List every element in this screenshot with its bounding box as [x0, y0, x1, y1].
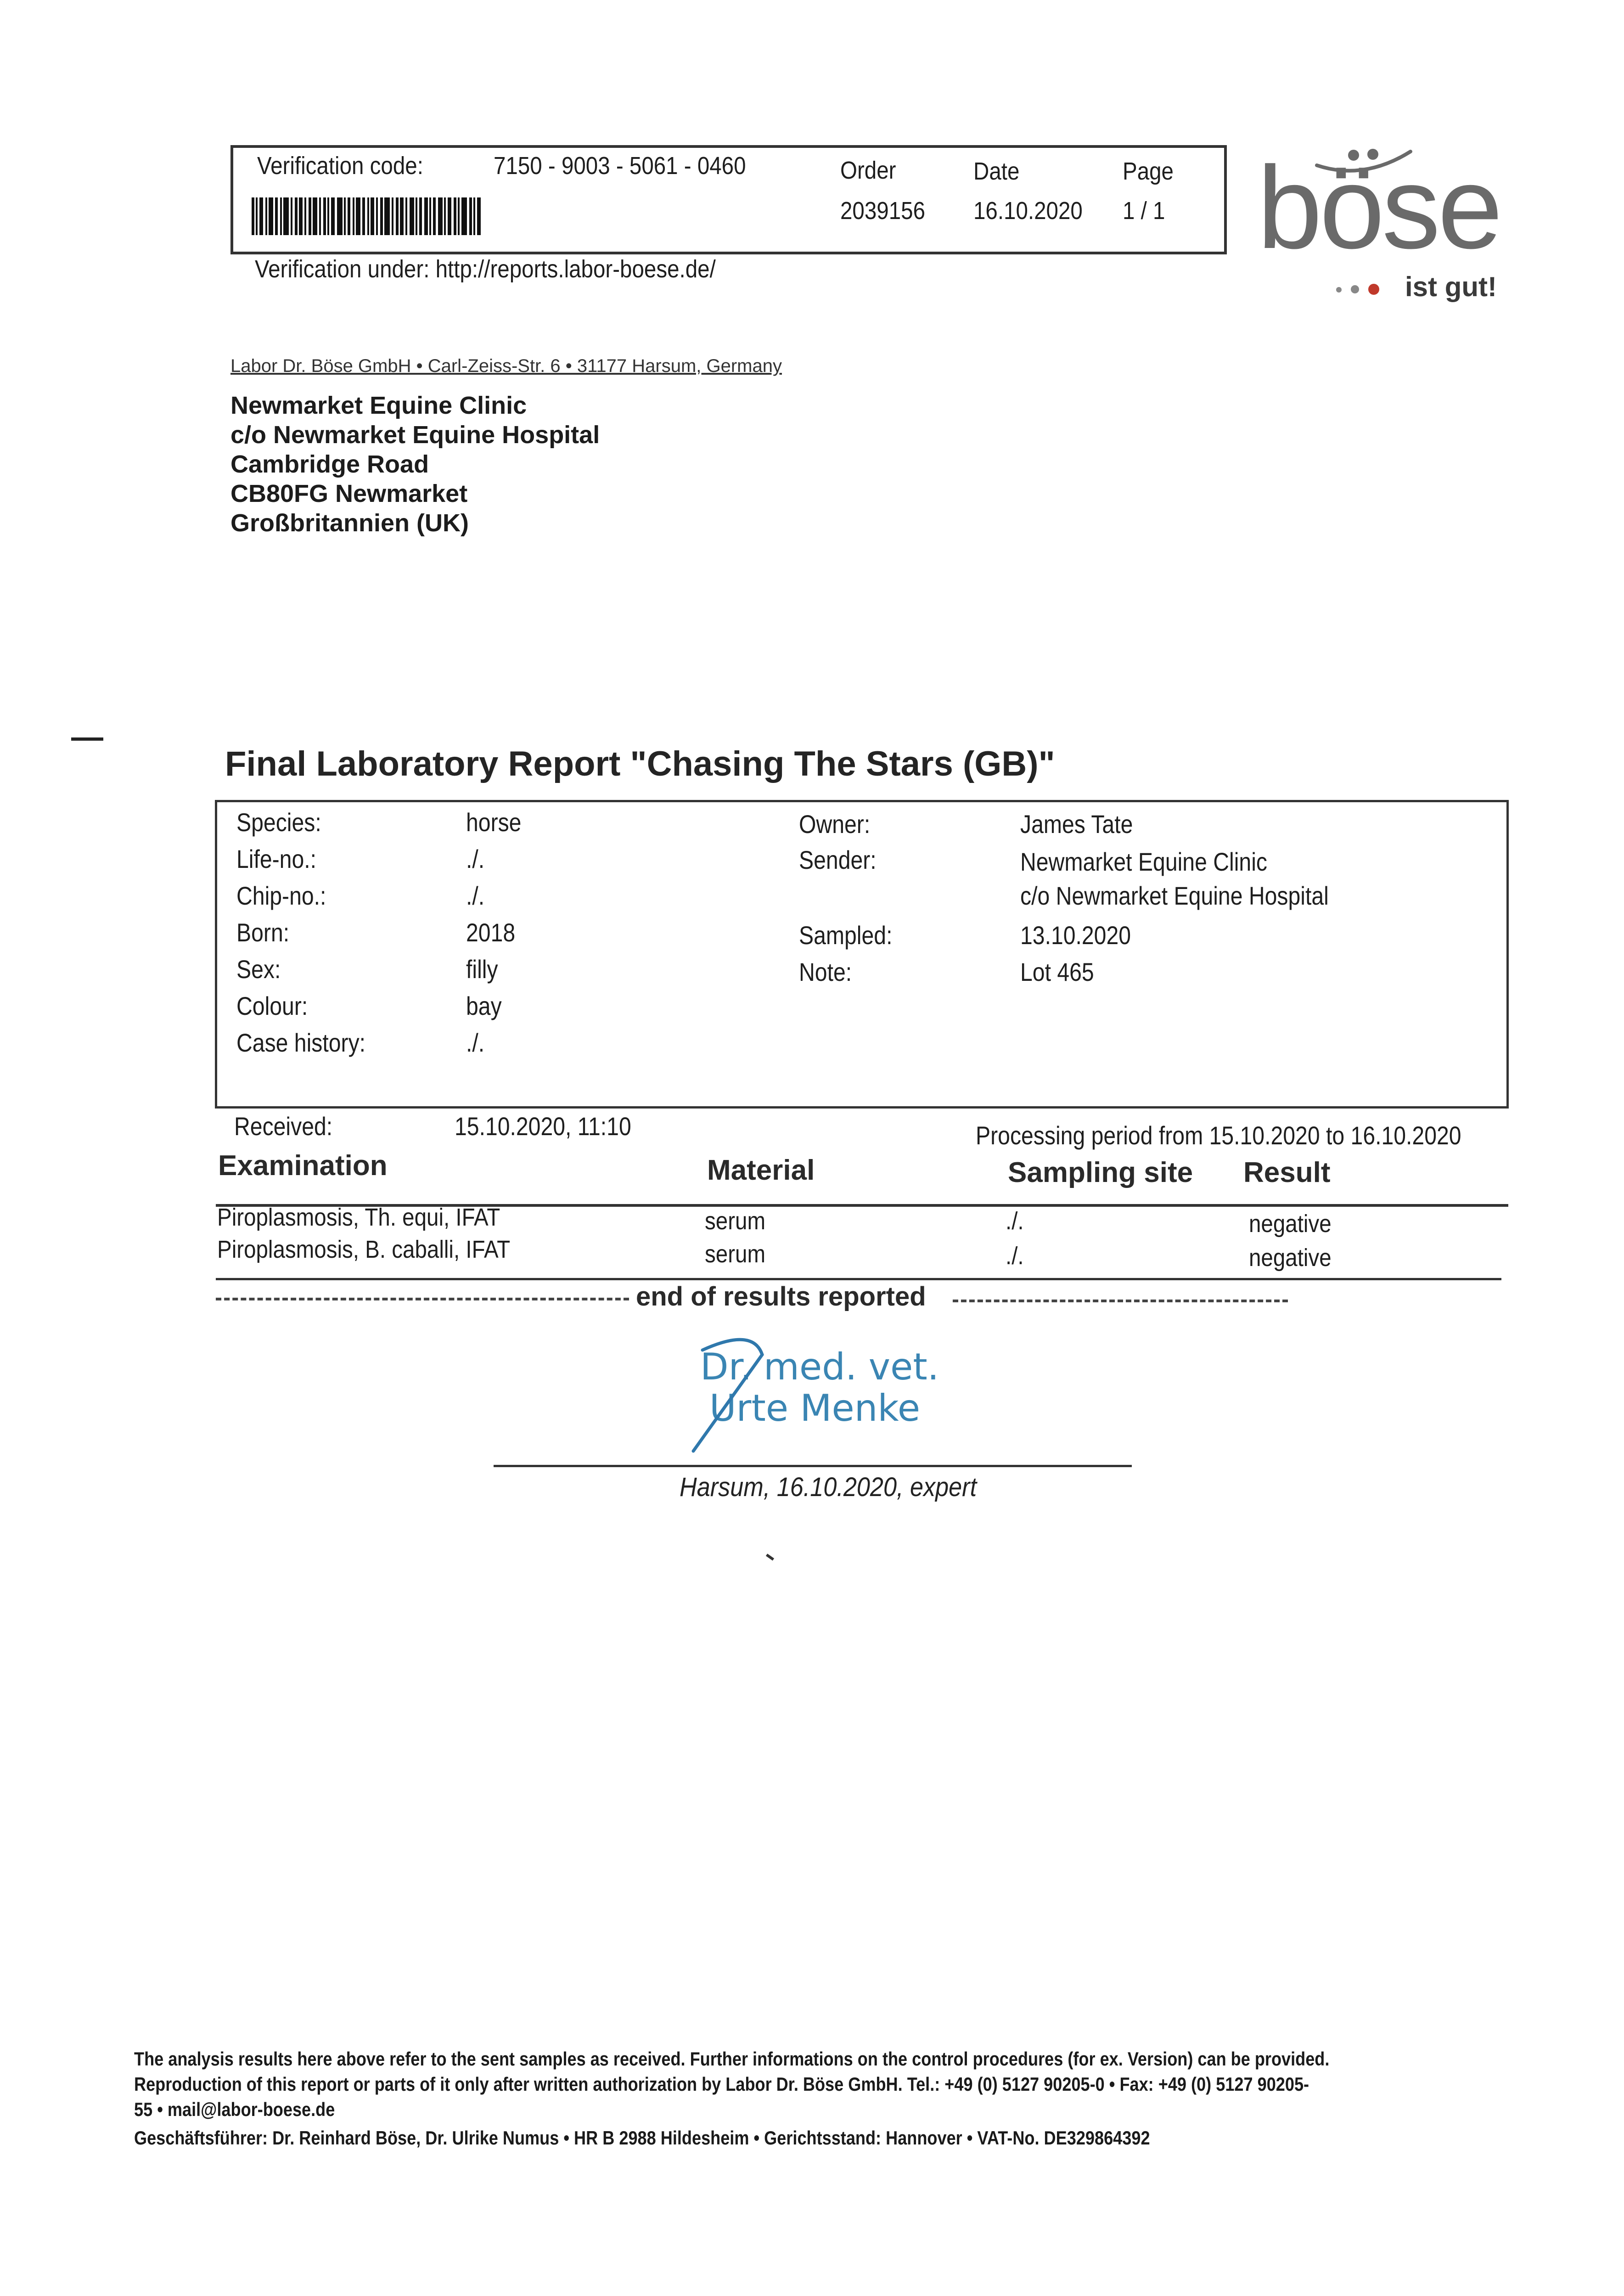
signature-place-date: Harsum, 16.10.2020, expert — [680, 1472, 977, 1502]
row-1-examination: Piroplasmosis, Th. equi, IFAT — [217, 1204, 500, 1231]
recipient-line-3: Cambridge Road — [230, 450, 429, 478]
row-2-material: serum — [705, 1240, 766, 1268]
row-2-result: negative — [1249, 1244, 1332, 1272]
order-label: Order — [840, 157, 896, 184]
footer-line-4: Geschäftsführer: Dr. Reinhard Böse, Dr. Ulrike Numus • HR B 2988 Hildesheim • Gerichtsstand: Hannover • VAT-No. DE329864392 — [134, 2127, 1150, 2149]
note-label: Note: — [799, 957, 852, 986]
logo-wordmark: böse — [1257, 142, 1500, 273]
verification-code-label: Verification code: — [257, 152, 423, 180]
case-history-value: ./. — [466, 1028, 485, 1057]
colour-label: Colour: — [236, 991, 308, 1020]
col-material: Material — [707, 1154, 815, 1186]
row-2-examination: Piroplasmosis, B. caballi, IFAT — [217, 1236, 511, 1263]
recipient-line-2: c/o Newmarket Equine Hospital — [230, 421, 600, 449]
sender-value-2: c/o Newmarket Equine Hospital — [1020, 881, 1329, 910]
received-value: 15.10.2020, 11:10 — [455, 1112, 631, 1141]
page-number: 1 / 1 — [1123, 197, 1165, 225]
species-value: horse — [466, 808, 522, 837]
owner-value: James Tate — [1020, 810, 1133, 838]
footer-line-1: The analysis results here above refer to the sent samples as received. Further informations on the control procedures (for ex. Version) can be provided. — [134, 2048, 1330, 2070]
col-sampling-site: Sampling site — [1008, 1157, 1193, 1188]
chip-no-value: ./. — [466, 881, 485, 910]
report-date: 16.10.2020 — [973, 197, 1083, 225]
barcode — [252, 197, 573, 235]
sender-address-line: Labor Dr. Böse GmbH • Carl-Zeiss-Str. 6 • 31177 Harsum, Germany — [230, 356, 782, 376]
logo-tagline: ist gut! — [1405, 271, 1497, 302]
stray-mark — [766, 1553, 774, 1560]
note-value: Lot 465 — [1020, 957, 1094, 986]
recipient-line-5: Großbritannien (UK) — [230, 509, 469, 537]
sender-value-1: Newmarket Equine Clinic — [1020, 847, 1267, 876]
order-number: 2039156 — [840, 197, 926, 225]
signature-title: Dr. med. vet. — [700, 1345, 939, 1388]
case-history-label: Case history: — [236, 1028, 366, 1057]
signature-name: Urte Menke — [709, 1387, 921, 1429]
page-label: Page — [1123, 158, 1174, 185]
recipient-line-1: Newmarket Equine Clinic — [230, 392, 527, 419]
life-no-label: Life-no.: — [236, 844, 317, 873]
row-1-material: serum — [705, 1207, 766, 1235]
results-divider — [216, 1278, 1501, 1280]
sampled-value: 13.10.2020 — [1020, 921, 1131, 950]
born-label: Born: — [236, 918, 290, 947]
date-label: Date — [973, 158, 1020, 185]
row-1-result: negative — [1249, 1210, 1332, 1238]
life-no-value: ./. — [466, 844, 485, 873]
born-value: 2018 — [466, 918, 516, 947]
row-1-site: ./. — [1006, 1207, 1024, 1235]
species-label: Species: — [236, 808, 321, 837]
chip-no-label: Chip-no.: — [236, 881, 326, 910]
sampled-label: Sampled: — [799, 921, 893, 950]
col-examination: Examination — [218, 1150, 388, 1182]
signature-scribble — [684, 1336, 790, 1460]
end-rule-right — [953, 1300, 1288, 1302]
sex-value: filly — [466, 955, 498, 984]
logo-dots-icon — [1336, 282, 1400, 296]
footer-line-3: 55 • mail@labor-boese.de — [134, 2099, 335, 2120]
colour-value: bay — [466, 991, 502, 1020]
footer-line-2: Reproduction of this report or parts of it only after written authorization by Labor Dr. Böse GmbH. Tel.: +49 (0) 5127 90205-0 • Fax: +49 (0) 5127 90205- — [134, 2073, 1309, 2095]
verification-url: Verification under: http://reports.labor-boese.de/ — [255, 255, 716, 283]
received-label: Received: — [234, 1112, 333, 1141]
verification-code: 7150 - 9003 - 5061 - 0460 — [494, 152, 746, 180]
report-title: Final Laboratory Report "Chasing The Stars (GB)" — [225, 744, 1055, 783]
owner-label: Owner: — [799, 810, 871, 838]
recipient-line-4: CB80FG Newmarket — [230, 480, 468, 507]
sex-label: Sex: — [236, 955, 281, 984]
fold-mark — [71, 737, 103, 741]
sender-label: Sender: — [799, 845, 877, 874]
processing-period: Processing period from 15.10.2020 to 16.10.2020 — [976, 1121, 1461, 1150]
row-2-site: ./. — [1006, 1242, 1024, 1270]
col-result: Result — [1243, 1157, 1331, 1188]
signature-line — [494, 1465, 1132, 1467]
end-of-results: end of results reported — [636, 1282, 926, 1311]
end-rule-left — [216, 1298, 629, 1300]
